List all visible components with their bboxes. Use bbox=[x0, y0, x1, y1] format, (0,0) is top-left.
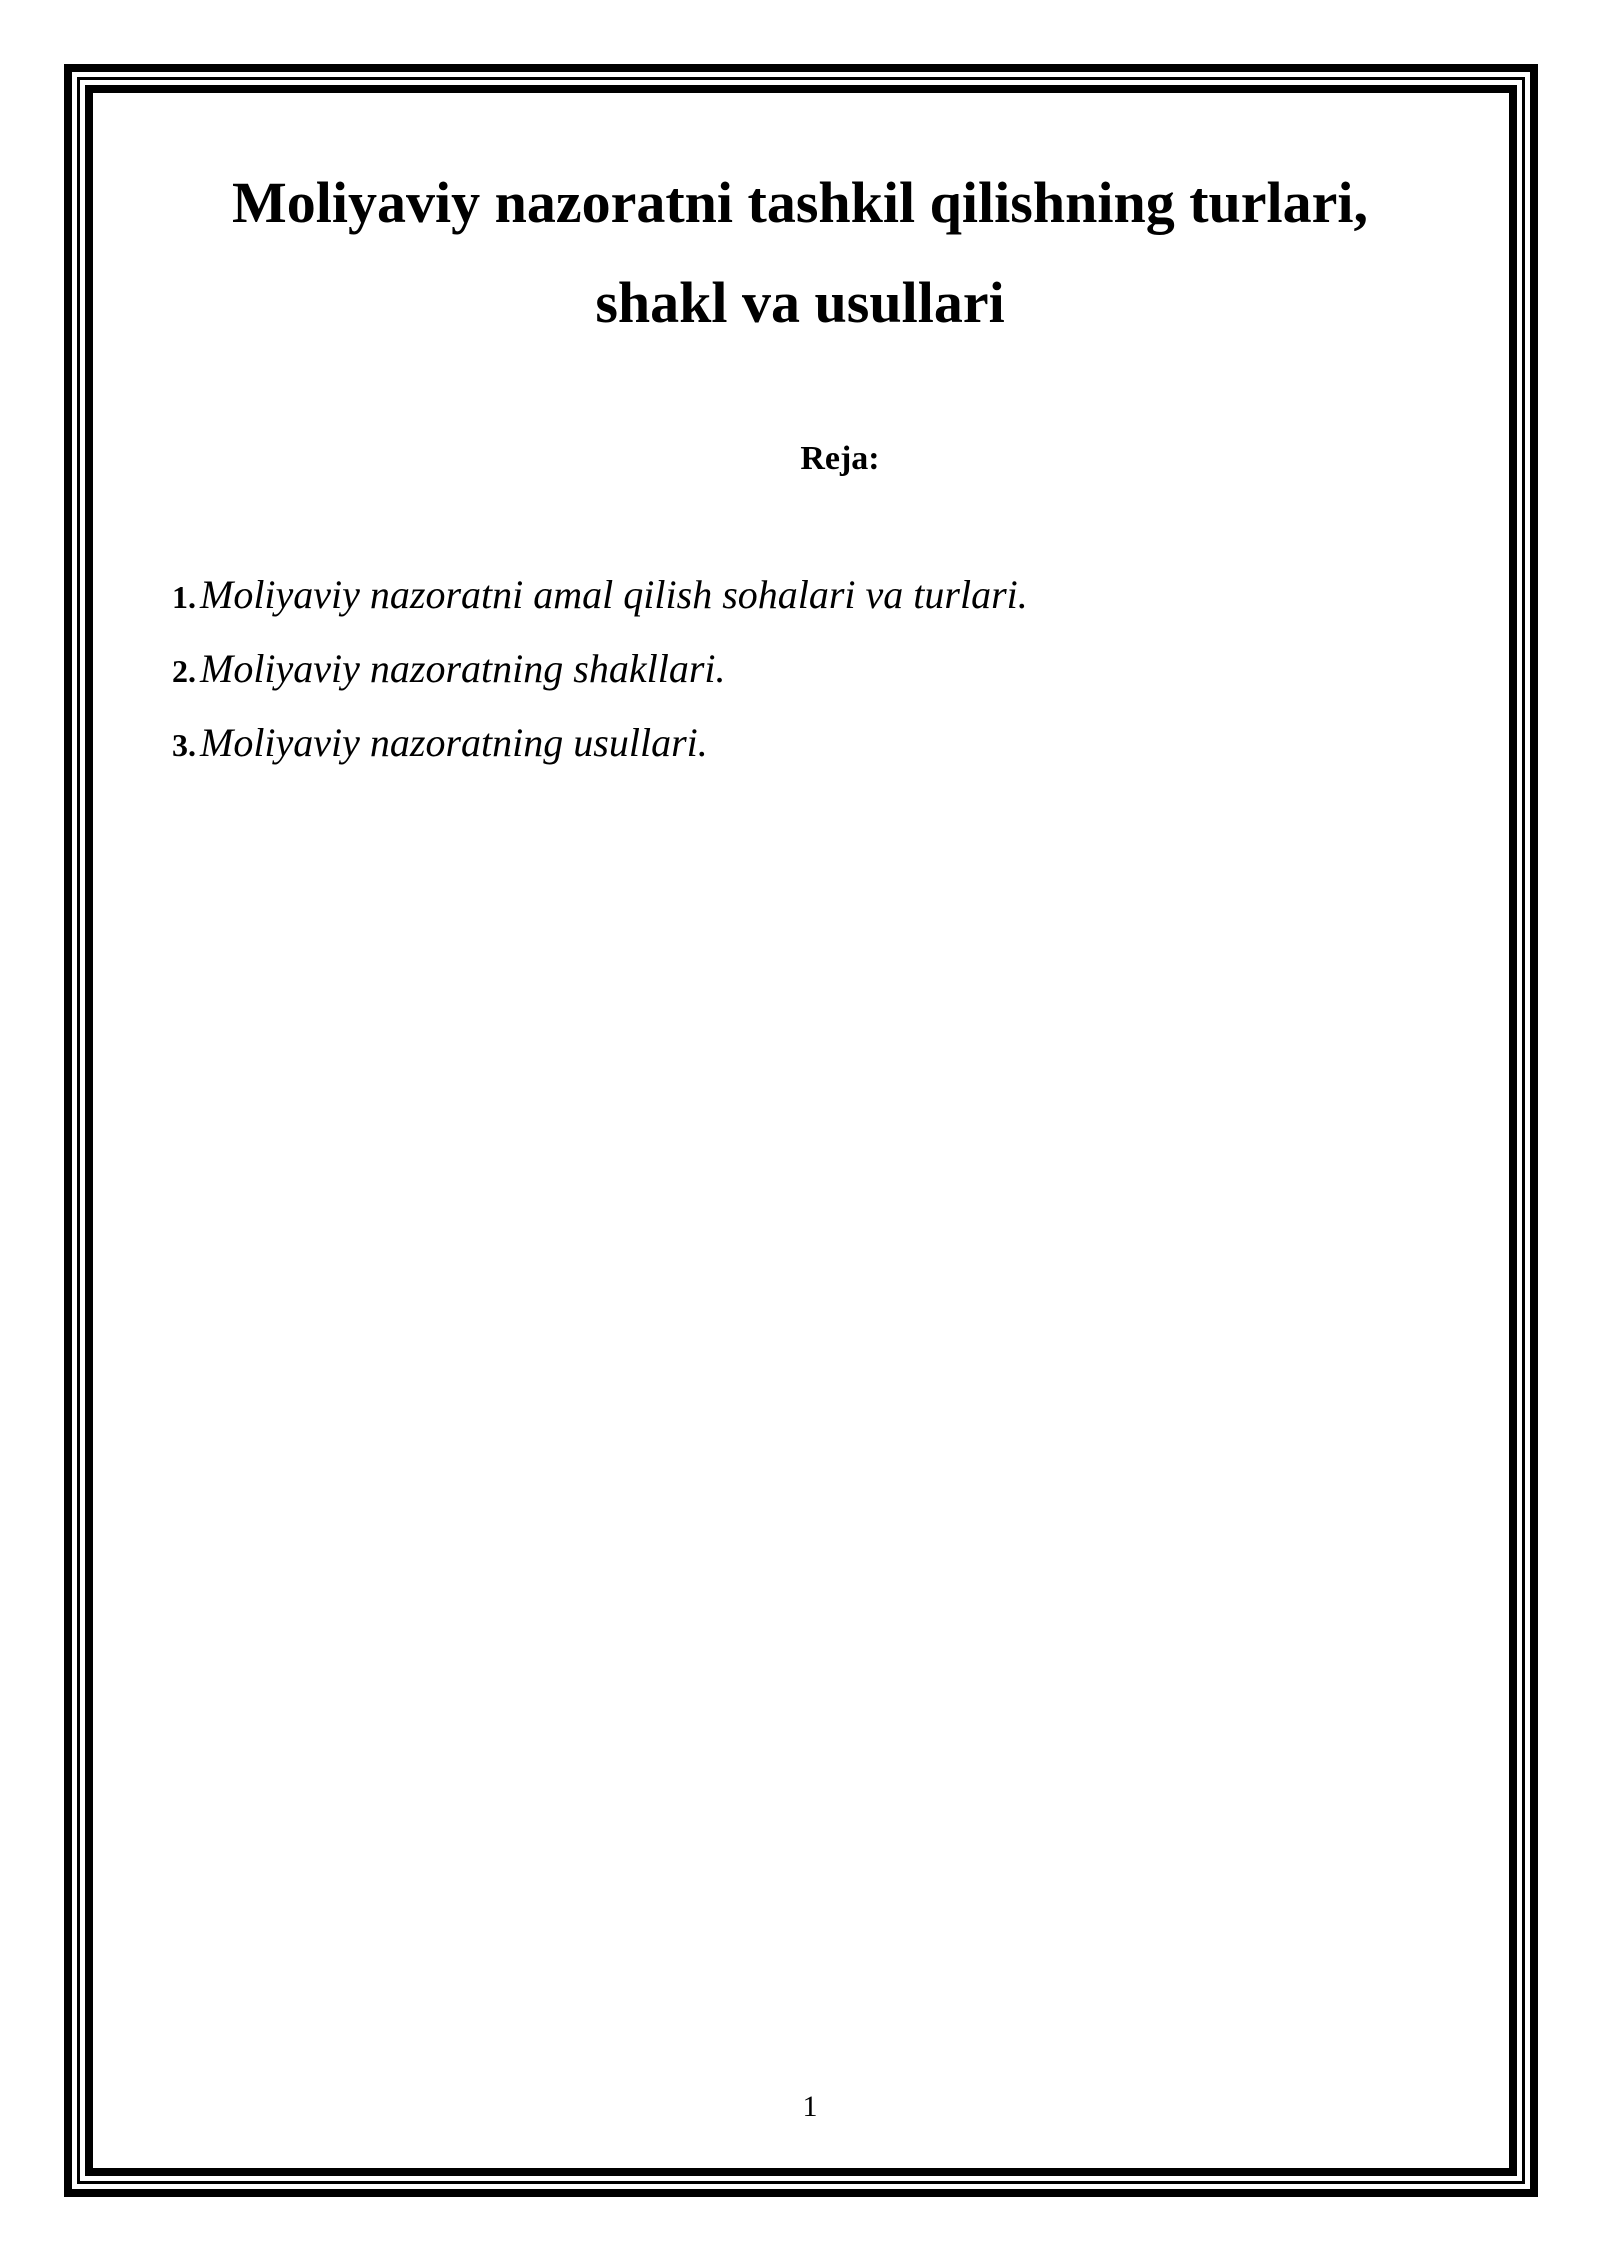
page-number: 1 bbox=[802, 2090, 818, 2123]
plan-item-text: Moliyaviy nazoratning usullari. bbox=[200, 720, 708, 765]
plan-item-3 bbox=[172, 713, 1028, 787]
plan-item-2 bbox=[172, 639, 1028, 713]
plan-item-1 bbox=[172, 565, 1028, 639]
plan-item-number: 1. bbox=[172, 579, 196, 615]
plan-heading: Reja: bbox=[800, 440, 880, 477]
plan-list bbox=[172, 565, 1028, 787]
plan-item-number: 2. bbox=[172, 653, 196, 689]
plan-item-number: 3. bbox=[172, 727, 196, 763]
document-title-line-2: shakl va usullari bbox=[595, 270, 1005, 335]
document-title-line-1: Moliyaviy nazoratni tashkil qilishning turlari, bbox=[232, 170, 1368, 235]
plan-item-text: Moliyaviy nazoratni amal qilish sohalari va turlari. bbox=[200, 572, 1028, 617]
page-border-inner bbox=[85, 85, 1517, 2176]
plan-item-text: Moliyaviy nazoratning shakllari. bbox=[200, 646, 726, 691]
